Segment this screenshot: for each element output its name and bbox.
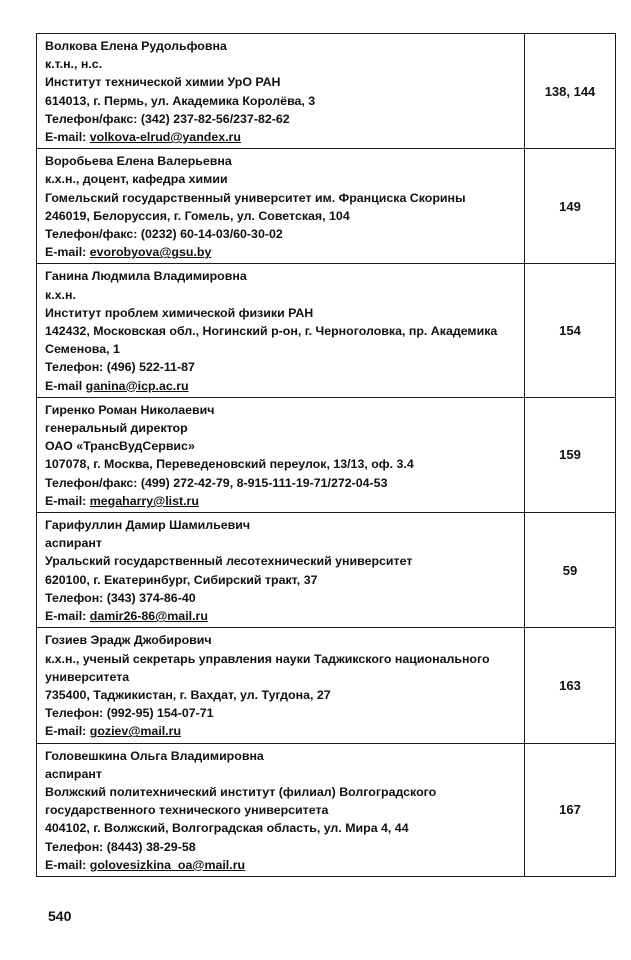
contact-name: Головешкина Ольга Владимировна — [45, 748, 264, 763]
contact-name: Гарифуллин Дамир Шамильевич — [45, 518, 251, 533]
email-link[interactable]: volkova-elrud@yandex.ru — [89, 130, 241, 145]
contact-info-cell — [37, 149, 525, 264]
email-label: E-mail: — [45, 130, 87, 145]
contact-email-line — [45, 722, 516, 740]
email-label: E-mail: — [45, 493, 87, 508]
contact-email-line — [45, 243, 516, 261]
page-number: 540 — [48, 908, 72, 924]
contact-row — [37, 264, 616, 397]
contact-detail-line: генеральный директор — [45, 421, 188, 436]
contact-detail-line: к.х.н. — [45, 287, 76, 302]
contact-detail-line: Телефон: (343) 374-86-40 — [45, 590, 196, 605]
contact-row — [37, 34, 616, 149]
contact-detail-line: Телефон/факс: (499) 272-42-79, 8-915-111-19-71/272-04-53 — [45, 475, 388, 490]
page-references: 159 — [525, 397, 616, 512]
page-references: 154 — [525, 264, 616, 397]
contact-row — [37, 628, 616, 743]
contact-detail-line: 404102, г. Волжский, Волгоградская область, ул. Мира 4, 44 — [45, 821, 409, 836]
contact-detail-line: к.х.н., ученый секретарь управления науки Таджикского национального университета — [45, 651, 490, 684]
email-link[interactable]: damir26-86@mail.ru — [89, 609, 208, 624]
email-label: E-mail: — [45, 857, 87, 872]
contact-detail-line: Институт проблем химической физики РАН — [45, 305, 314, 320]
page-references: 59 — [525, 513, 616, 628]
contact-detail-line: 614013, г. Пермь, ул. Академика Королёва, 3 — [45, 93, 316, 108]
contact-info-cell — [37, 513, 525, 628]
email-link[interactable]: goziev@mail.ru — [89, 724, 182, 739]
contact-email-line — [45, 492, 516, 510]
email-link[interactable]: golovesizkina_oa@mail.ru — [89, 857, 246, 872]
contact-name: Ганина Людмила Владимировна — [45, 269, 247, 284]
contact-row — [37, 743, 616, 876]
contact-detail-line: Телефон: (8443) 38-29-58 — [45, 839, 196, 854]
contact-row — [37, 513, 616, 628]
page-references: 163 — [525, 628, 616, 743]
contacts-table — [36, 33, 616, 877]
contact-detail-line: 142432, Московская обл., Ногинский р-он, г. Черноголовка, пр. Академика Семенова, 1 — [45, 324, 498, 357]
page-references: 167 — [525, 743, 616, 876]
contact-info-cell — [37, 264, 525, 397]
contact-info-cell — [37, 397, 525, 512]
email-link[interactable]: megaharry@list.ru — [89, 493, 199, 508]
contact-detail-line: Уральский государственный лесотехнический университет — [45, 554, 413, 569]
page-references: 138, 144 — [525, 34, 616, 149]
contact-email-line — [45, 377, 516, 395]
contact-detail-line: 620100, г. Екатеринбург, Сибирский тракт, 37 — [45, 572, 318, 587]
contact-detail-line: Институт технической химии УрО РАН — [45, 75, 281, 90]
contact-detail-line: ОАО «ТрансВудСервис» — [45, 439, 195, 454]
contact-detail-line: аспирант — [45, 766, 102, 781]
contact-detail-line: Телефон: (496) 522-11-87 — [45, 360, 195, 375]
email-label: E-mail: — [45, 609, 87, 624]
contact-email-line — [45, 607, 516, 625]
contact-detail-line: к.х.н., доцент, кафедра химии — [45, 172, 228, 187]
contact-row — [37, 149, 616, 264]
email-link[interactable]: evorobyova@gsu.by — [89, 245, 212, 260]
contact-name: Волкова Елена Рудольфовна — [45, 39, 227, 53]
email-label: E-mail — [45, 378, 83, 393]
contacts-table-body — [37, 34, 616, 877]
contact-name: Воробьева Елена Валерьевна — [45, 154, 232, 169]
email-label: E-mail: — [45, 724, 87, 739]
email-link[interactable]: ganina@icp.ac.ru — [85, 378, 189, 393]
contact-name: Гозиев Эрадж Джобирович — [45, 633, 212, 648]
contact-row — [37, 397, 616, 512]
contact-detail-line: Гомельский государственный университет им. Франциска Скорины — [45, 190, 466, 205]
contact-detail-line: к.т.н., н.с. — [45, 57, 103, 72]
contact-detail-line: Телефон/факс: (0232) 60-14-03/60-30-02 — [45, 227, 283, 242]
contact-info-cell — [37, 628, 525, 743]
contact-detail-line: 246019, Белоруссия, г. Гомель, ул. Советская, 104 — [45, 208, 350, 223]
email-label: E-mail: — [45, 245, 87, 260]
contact-email-line — [45, 856, 516, 874]
contact-info-cell — [37, 743, 525, 876]
contact-name: Гиренко Роман Николаевич — [45, 402, 215, 417]
contact-info-cell — [37, 34, 525, 149]
contact-detail-line: 735400, Таджикистан, г. Вахдат, ул. Тугдона, 27 — [45, 687, 331, 702]
contact-email-line — [45, 128, 516, 146]
contact-detail-line: Телефон: (992-95) 154-07-71 — [45, 706, 214, 721]
contact-detail-line: 107078, г. Москва, Переведеновский переулок, 13/13, оф. 3.4 — [45, 457, 414, 472]
page-references: 149 — [525, 149, 616, 264]
contact-detail-line: аспирант — [45, 536, 102, 551]
contact-detail-line: Волжский политехнический институт (филиал) Волгоградского государственного технического университета — [45, 784, 437, 818]
contact-detail-line: Телефон/факс: (342) 237-82-56/237-82-62 — [45, 111, 290, 126]
